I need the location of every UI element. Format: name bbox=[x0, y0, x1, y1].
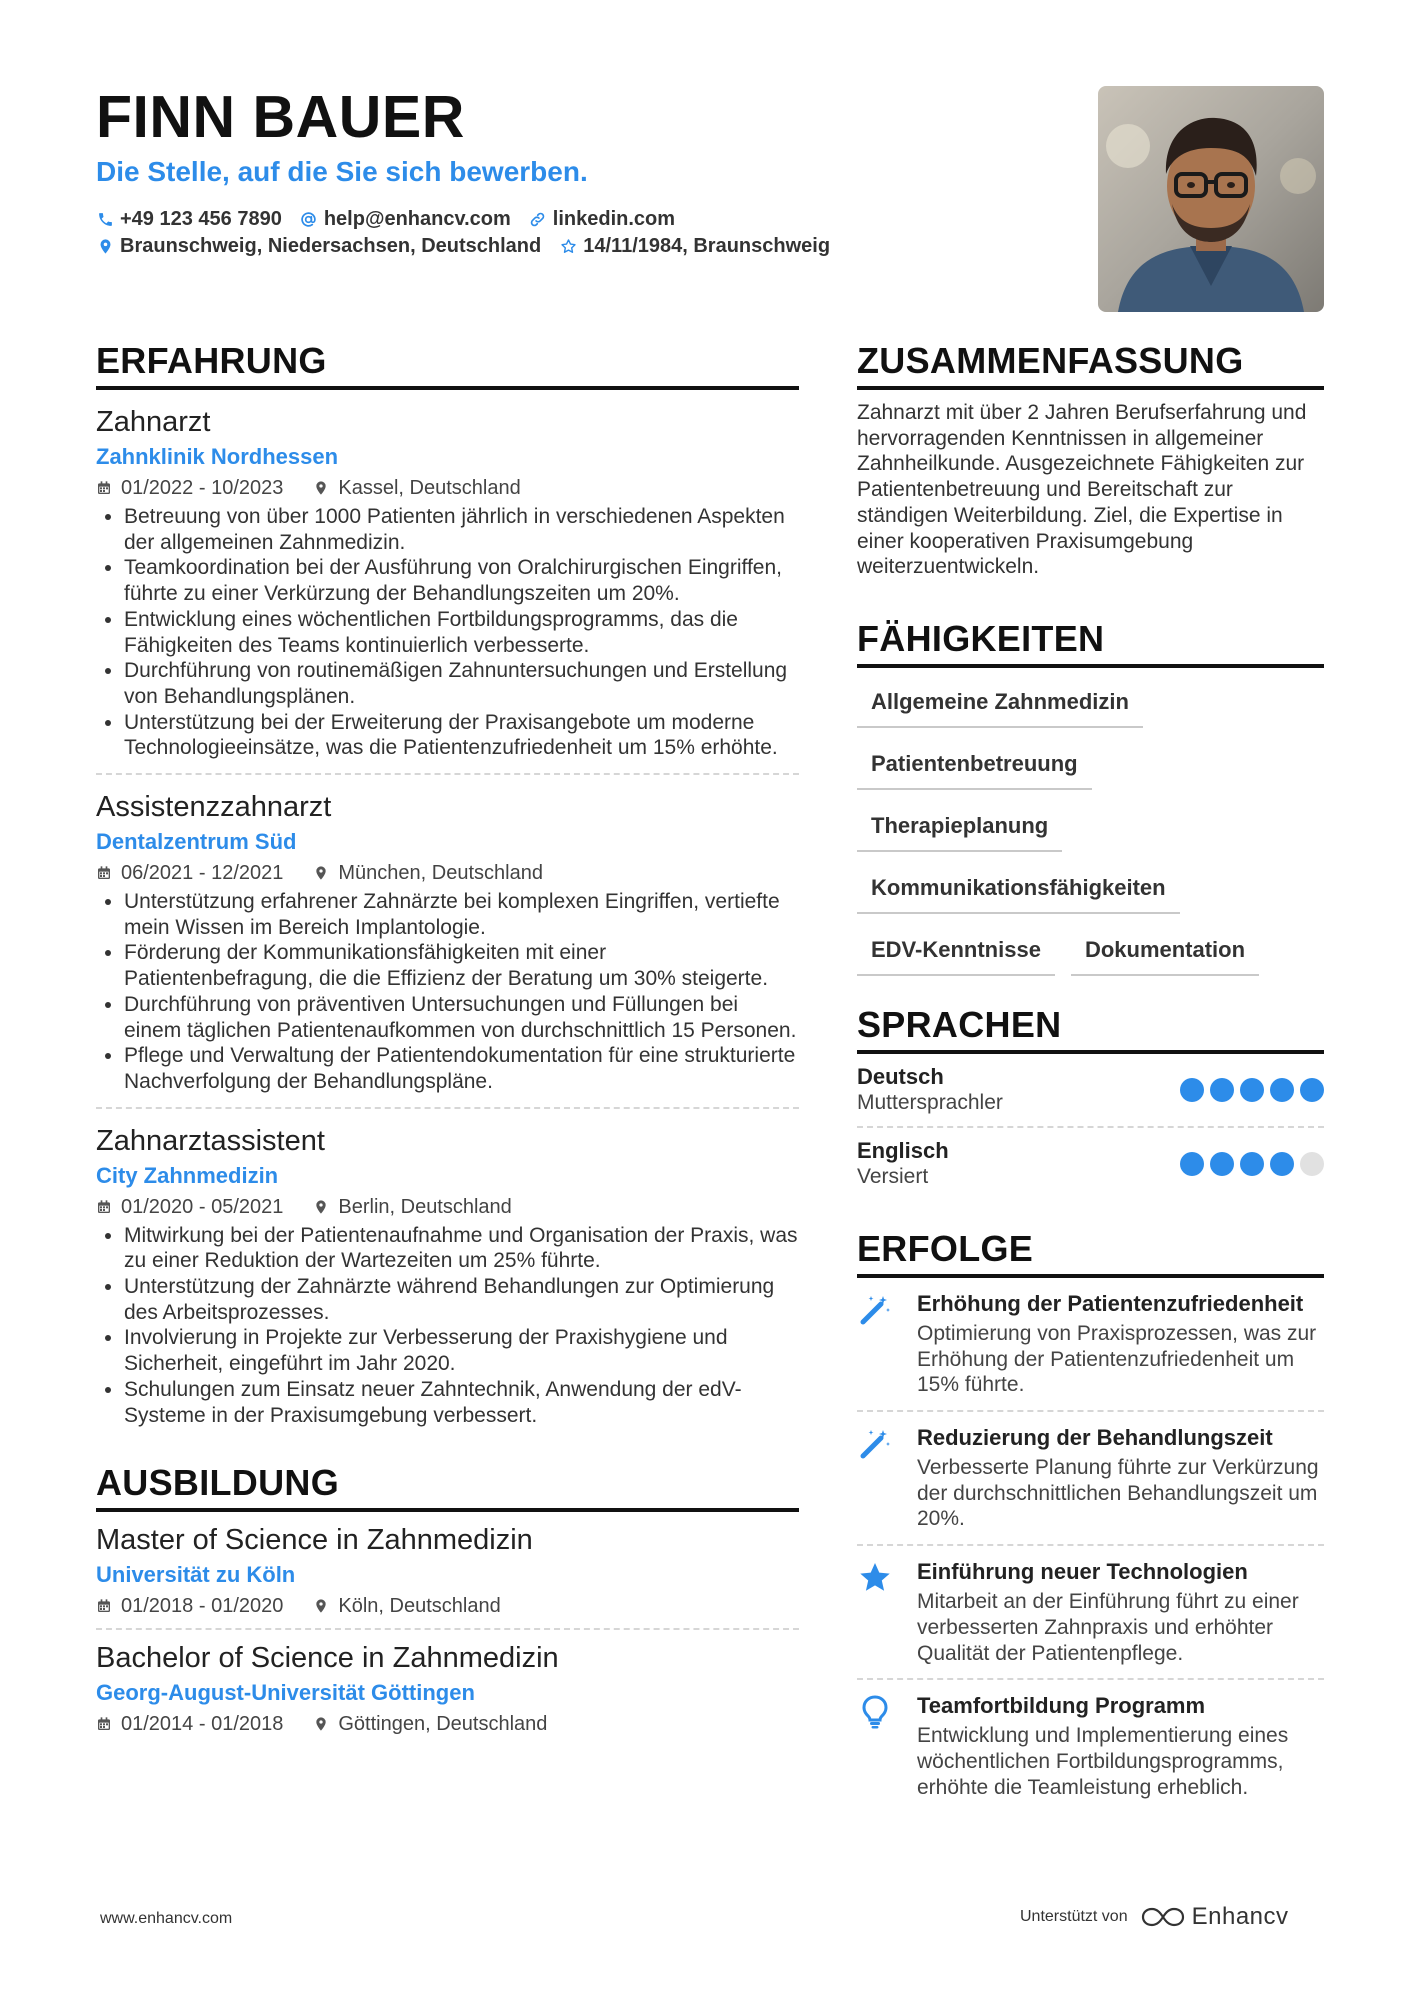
location-text: Göttingen, Deutschland bbox=[338, 1713, 548, 1736]
rating-dot-filled bbox=[1180, 1152, 1204, 1176]
languages-list bbox=[857, 1054, 1324, 1200]
location-pin-icon bbox=[313, 865, 329, 881]
achievement-desc: Entwicklung und Implementierung eines wöchentlichen Fortbildungsprogramms, erhöhte die Teamleistung erheblich. bbox=[917, 1724, 1289, 1799]
job-dates bbox=[96, 1193, 283, 1221]
bullet-item: • Pflege und Verwaltung der Patientendokumentation für eine strukturierte Nachverfolgung der Behandlungspläne. bbox=[124, 1043, 799, 1094]
location-text: München, Deutschland bbox=[338, 862, 543, 885]
education-dates bbox=[96, 1710, 283, 1738]
education-meta bbox=[96, 1592, 799, 1620]
brand-name: Enhancv bbox=[1191, 1903, 1289, 1930]
summary-heading: ZUSAMMENFASSUNG bbox=[857, 340, 1324, 390]
contact-location bbox=[96, 233, 541, 259]
degree-title: Bachelor of Science in Zahnmedizin bbox=[96, 1642, 559, 1675]
calendar-icon bbox=[96, 1598, 112, 1614]
job-title: Zahnarztassistent bbox=[96, 1124, 325, 1157]
contact-row-2 bbox=[96, 233, 848, 259]
education-location bbox=[313, 1710, 547, 1738]
footer-powered-by[interactable] bbox=[1020, 1903, 1289, 1931]
bullet-item: • Entwicklung eines wöchentlichen Fortbildungsprogramms, das die Fähigkeiten des Teams kontinuierlich verbesserte. bbox=[124, 607, 799, 658]
achievement-title: Teamfortbildung Programm bbox=[917, 1693, 1206, 1719]
school-name[interactable]: Georg-August-Universität Göttingen bbox=[96, 1680, 475, 1706]
skill-tag: EDV-Kenntnisse bbox=[857, 928, 1055, 976]
phone-icon bbox=[96, 210, 114, 228]
location-pin-icon bbox=[96, 237, 114, 255]
dates-text: 06/2021 - 12/2021 bbox=[121, 862, 284, 885]
footer-website[interactable]: www.enhancv.com bbox=[100, 1910, 233, 1927]
experience-entry bbox=[96, 1107, 799, 1441]
language-name: Englisch bbox=[857, 1137, 949, 1163]
language-item bbox=[857, 1054, 1324, 1126]
achievement-title: Erhöhung der Patientenzufriedenheit bbox=[917, 1290, 1304, 1316]
experience-entry bbox=[96, 390, 799, 773]
phone-text: +49 123 456 7890 bbox=[120, 208, 282, 230]
bullet-item: • Schulungen zum Einsatz neuer Zahntechnik, Anwendung der edV-Systeme in der Praxisumgebung verbessert. bbox=[124, 1377, 799, 1428]
bullet-item: • Unterstützung erfahrener Zahnärzte bei komplexen Eingriffen, vertiefte mein Wissen im Bereich Implantologie. bbox=[124, 889, 799, 940]
bullet-item: • Durchführung von präventiven Untersuchungen und Füllungen bei einem täglichen Patientenaufkommen von durchschnittlich 15 Personen. bbox=[124, 992, 799, 1043]
skills-list bbox=[857, 680, 1324, 990]
candidate-name: FINN BAUER bbox=[96, 84, 465, 150]
achievement-item bbox=[857, 1678, 1324, 1812]
dates-text: 01/2022 - 10/2023 bbox=[121, 477, 284, 499]
rating-dot-filled bbox=[1240, 1152, 1264, 1176]
contact-linkedin[interactable] bbox=[529, 206, 675, 232]
achievements-heading: ERFOLGE bbox=[857, 1228, 1324, 1278]
rating-dot-filled bbox=[1270, 1152, 1294, 1176]
language-item bbox=[857, 1126, 1324, 1200]
bullet-item: • Teamkoordination bei der Ausführung von Oralchirurgischen Eingriffen, führte zu einer Verkürzung der Behandlungszeiten um 20%. bbox=[124, 555, 799, 606]
location-pin-icon bbox=[313, 1598, 329, 1614]
bullet-item: • Involvierung in Projekte zur Verbesserung der Praxishygiene und Sicherheit, eingeführt im Jahr 2020. bbox=[124, 1325, 799, 1376]
location-text: Köln, Deutschland bbox=[338, 1595, 501, 1618]
calendar-icon bbox=[96, 480, 112, 496]
bullet-item: • Unterstützung der Zahnärzte während Behandlungen zur Optimierung des Arbeitsprozesses. bbox=[124, 1274, 799, 1325]
job-location bbox=[313, 1193, 511, 1221]
company-name[interactable]: City Zahnmedizin bbox=[96, 1162, 279, 1188]
bullet-item: • Durchführung von routinemäßigen Zahnuntersuchungen und Erstellung von Behandlungsplänen. bbox=[124, 658, 799, 709]
skill-tag: Therapieplanung bbox=[857, 804, 1062, 852]
lightbulb-icon bbox=[857, 1692, 917, 1800]
dates-text: 01/2014 - 01/2018 bbox=[121, 1713, 284, 1736]
dates-text: 01/2018 - 01/2020 bbox=[121, 1595, 284, 1618]
achievement-desc: Optimierung von Praxisprozessen, was zur Erhöhung der Patientenzufriedenheit um 15% führte. bbox=[917, 1321, 1317, 1397]
job-meta bbox=[96, 1193, 799, 1221]
left-column bbox=[96, 340, 799, 1746]
star-icon bbox=[857, 1558, 917, 1666]
experience-entry bbox=[96, 773, 799, 1107]
rating-dot-filled bbox=[1300, 1078, 1324, 1102]
achievement-title: Einführung neuer Technologien bbox=[917, 1559, 1248, 1585]
language-name: Deutsch bbox=[857, 1063, 944, 1089]
summary-text: Zahnarzt mit über 2 Jahren Berufserfahrung und hervorragenden Kenntnissen in allgemeiner Zahnheilkunde. Ausgezeichnete Fähigkeiten zur Patientenbetreuung und Bereitschaft zur ständigen Weiterbildung. Ziel, die Expertise in einer kooperativen Praxisumgebung weiterzuentwickeln. bbox=[857, 401, 1307, 579]
job-meta bbox=[96, 474, 799, 502]
experience-heading: ERFAHRUNG bbox=[96, 340, 799, 390]
job-dates bbox=[96, 859, 283, 887]
language-level: Versiert bbox=[857, 1164, 929, 1188]
rating-dot-empty bbox=[1300, 1152, 1324, 1176]
language-rating bbox=[1174, 1078, 1324, 1102]
calendar-icon bbox=[96, 1199, 112, 1215]
education-entry bbox=[96, 1512, 799, 1628]
achievement-title: Reduzierung der Behandlungszeit bbox=[917, 1425, 1273, 1451]
location-text: Braunschweig, Niedersachsen, Deutschland bbox=[120, 235, 542, 257]
achievement-item bbox=[857, 1278, 1324, 1410]
job-bullets bbox=[96, 504, 799, 761]
location-pin-icon bbox=[313, 480, 329, 496]
calendar-icon bbox=[96, 865, 112, 881]
powered-by-text: Unterstützt von bbox=[1020, 1908, 1128, 1925]
job-bullets bbox=[96, 1223, 799, 1429]
rating-dot-filled bbox=[1180, 1078, 1204, 1102]
right-column bbox=[857, 340, 1324, 1812]
at-icon bbox=[300, 210, 318, 228]
contact-phone[interactable] bbox=[96, 206, 282, 232]
achievement-desc: Mitarbeit an der Einführung führt zu einer verbesserten Zahnpraxis und erhöhter Qualität der Patientenpflege. bbox=[917, 1590, 1299, 1665]
skill-tag: Dokumentation bbox=[1071, 928, 1259, 976]
birth-text: 14/11/1984, Braunschweig bbox=[583, 235, 831, 257]
job-meta bbox=[96, 859, 799, 887]
achievement-item bbox=[857, 1410, 1324, 1544]
rating-dot-filled bbox=[1240, 1078, 1264, 1102]
bullet-item: • Unterstützung bei der Erweiterung der Praxisangebote um moderne Technologieeinsätze, was die Patientenzufriedenheit um 15% erhöhte. bbox=[124, 710, 799, 761]
rating-dot-filled bbox=[1210, 1152, 1234, 1176]
school-name[interactable]: Universität zu Köln bbox=[96, 1562, 296, 1588]
job-title: Assistenzzahnarzt bbox=[96, 791, 332, 824]
education-location bbox=[313, 1592, 500, 1620]
contact-birth bbox=[559, 233, 830, 259]
rating-dot-filled bbox=[1210, 1078, 1234, 1102]
enhancv-logo-icon bbox=[1140, 1905, 1186, 1929]
rating-dot-filled bbox=[1270, 1078, 1294, 1102]
dates-text: 01/2020 - 05/2021 bbox=[121, 1195, 284, 1218]
star-outline-icon bbox=[559, 237, 577, 255]
magic-wand-icon bbox=[857, 1290, 917, 1398]
job-title: Zahnarzt bbox=[96, 406, 211, 438]
skill-tag: Allgemeine Zahnmedizin bbox=[857, 680, 1143, 728]
linkedin-text: linkedin.com bbox=[552, 208, 676, 230]
job-bullets bbox=[96, 889, 799, 1095]
company-name[interactable]: Zahnklinik Nordhessen bbox=[96, 444, 339, 469]
education-meta bbox=[96, 1710, 799, 1738]
company-name[interactable]: Dentalzentrum Süd bbox=[96, 829, 297, 855]
location-text: Kassel, Deutschland bbox=[338, 477, 521, 499]
education-dates bbox=[96, 1592, 283, 1620]
profile-photo bbox=[1098, 86, 1324, 312]
language-level: Muttersprachler bbox=[857, 1090, 1003, 1114]
job-dates bbox=[96, 474, 283, 502]
skill-tag: Kommunikationsfähigkeiten bbox=[857, 866, 1180, 914]
achievement-desc: Verbesserte Planung führte zur Verkürzung der durchschnittlichen Behandlungszeit um 20%. bbox=[917, 1456, 1319, 1531]
target-role: Die Stelle, auf die Sie sich bewerben. bbox=[96, 156, 588, 187]
job-location bbox=[313, 859, 543, 887]
education-entry bbox=[96, 1628, 799, 1746]
location-text: Berlin, Deutschland bbox=[338, 1195, 512, 1218]
achievement-item bbox=[857, 1544, 1324, 1678]
contact-email[interactable] bbox=[300, 206, 511, 232]
calendar-icon bbox=[96, 1716, 112, 1732]
languages-heading: SPRACHEN bbox=[857, 1004, 1324, 1054]
bullet-item: • Betreuung von über 1000 Patienten jährlich in verschiedenen Aspekten der allgemeinen Zahnmedizin. bbox=[124, 504, 799, 555]
language-rating bbox=[1174, 1152, 1324, 1176]
skill-tag: Patientenbetreuung bbox=[857, 742, 1092, 790]
email-text: help@enhancv.com bbox=[323, 208, 511, 230]
bullet-item: • Förderung der Kommunikationsfähigkeiten mit einer Patientenbefragung, die die Effizienz der Beratung um 30% steigerte. bbox=[124, 940, 799, 991]
education-heading: AUSBILDUNG bbox=[96, 1462, 799, 1512]
achievements-list bbox=[857, 1278, 1324, 1812]
contact-row-1 bbox=[96, 206, 693, 232]
location-pin-icon bbox=[313, 1199, 329, 1215]
magic-wand-icon bbox=[857, 1424, 917, 1532]
link-icon bbox=[529, 210, 547, 228]
bullet-item: • Mitwirkung bei der Patientenaufnahme und Organisation der Praxis, was zu einer Reduktion der Wartezeiten um 25% führte. bbox=[124, 1223, 799, 1274]
skills-heading: FÄHIGKEITEN bbox=[857, 618, 1324, 668]
location-pin-icon bbox=[313, 1716, 329, 1732]
job-location bbox=[313, 474, 520, 502]
degree-title: Master of Science in Zahnmedizin bbox=[96, 1524, 533, 1557]
